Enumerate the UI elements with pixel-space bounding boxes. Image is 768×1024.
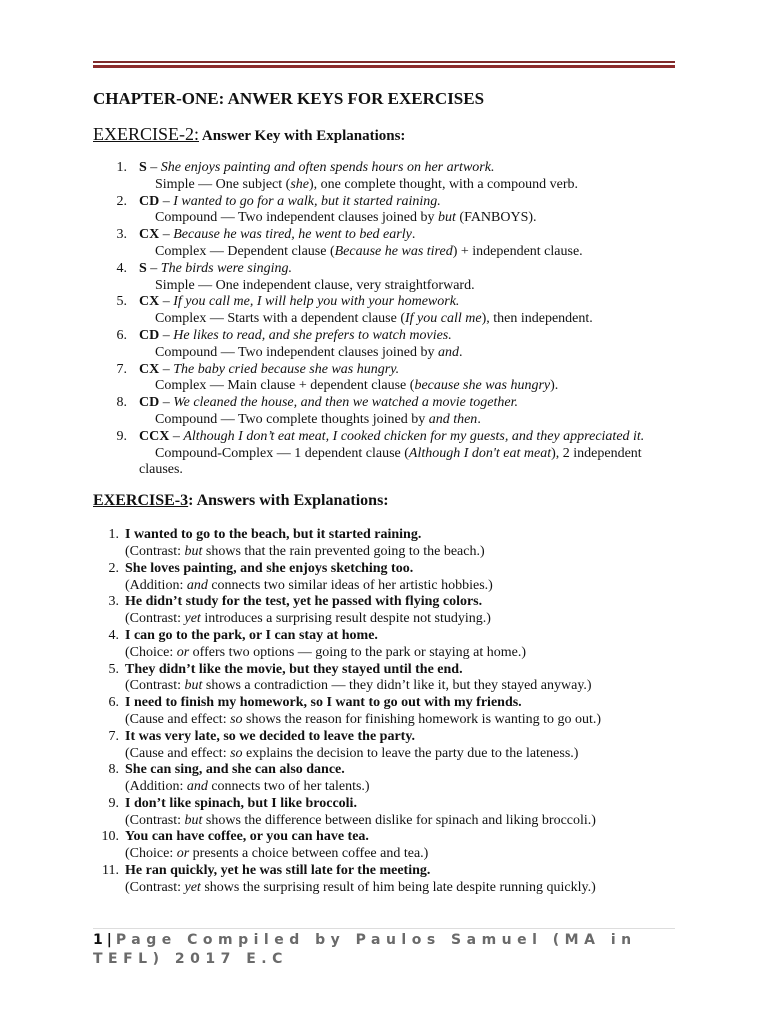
explanation-text: connects two similar ideas of her artistic hobbies.)	[207, 577, 493, 593]
list-item	[93, 261, 683, 295]
item-number: 8.	[108, 762, 119, 778]
list-item	[93, 796, 683, 830]
item-number: 7.	[108, 728, 119, 744]
answer-sentence: You can have coffee, or you can have tea.	[125, 829, 369, 845]
item-number: 1.	[116, 160, 127, 175]
explanation-text: Compound-Complex — 1 dependent clause (	[155, 445, 409, 461]
list-item	[93, 863, 683, 897]
item-number: 6.	[108, 695, 119, 711]
header-rule-thick	[93, 65, 675, 68]
sentence-type-code: CD	[139, 327, 160, 343]
explanation	[139, 177, 683, 194]
chapter-title: CHAPTER-ONE: ANWER KEYS FOR EXERCISES	[93, 89, 485, 108]
explanation	[125, 544, 683, 561]
item-number: 4.	[116, 260, 127, 276]
example-sentence: Because he was tired, he went to bed early	[173, 227, 412, 243]
explanation-text: Complex — Main clause + dependent clause (	[155, 378, 415, 394]
item-number: 10.	[101, 829, 119, 845]
answer-sentence: She loves painting, and she enjoys sketching too.	[125, 560, 414, 576]
list-item	[93, 160, 683, 194]
list-item	[93, 429, 683, 479]
example-sentence: We cleaned the house, and then we watched a movie together.	[173, 395, 518, 411]
dash: –	[159, 361, 174, 377]
exercise-3-title: EXERCISE-3	[93, 492, 189, 510]
list-item	[93, 561, 683, 595]
explanation-emphasis: and	[438, 344, 460, 360]
explanation	[125, 746, 683, 763]
item-number: 5.	[116, 294, 127, 310]
sentence-type-code: S	[139, 260, 147, 276]
explanation-text: (Contrast:	[125, 812, 185, 828]
answer-sentence: I need to finish my homework, so I want to go out with my friends.	[125, 695, 522, 711]
explanation	[139, 278, 683, 295]
example-sentence: She enjoys painting and often spends hours on her artwork.	[160, 160, 495, 175]
explanation-text: (Addition:	[125, 779, 187, 795]
explanation-text: (Contrast:	[125, 678, 185, 694]
explanation	[125, 880, 683, 897]
dash: –	[159, 294, 174, 310]
list-item	[93, 328, 683, 362]
explanation-text: (Addition:	[125, 577, 187, 593]
explanation-text: (Choice:	[125, 846, 177, 862]
list-item	[93, 829, 683, 863]
item-number: 1.	[108, 527, 119, 543]
explanation-emphasis: but	[184, 543, 203, 559]
footer-separator: |	[106, 932, 112, 948]
item-number: 3.	[116, 227, 127, 243]
explanation-text: (Contrast:	[125, 543, 185, 559]
explanation-emphasis: Because he was tired	[334, 243, 453, 259]
explanation	[125, 846, 683, 863]
list-item	[93, 695, 683, 729]
item-number: 5.	[108, 661, 119, 677]
item-number: 2.	[116, 193, 127, 209]
sentence-type-code: CX	[139, 361, 160, 377]
explanation-emphasis: because she was hungry	[414, 378, 551, 394]
item-number: 7.	[116, 361, 127, 377]
sentence-type-code: CCX	[139, 428, 170, 444]
explanation-text: ) + independent clause.	[452, 243, 583, 259]
list-item	[93, 594, 683, 628]
explanation-emphasis: or	[176, 644, 190, 660]
explanation	[125, 813, 683, 830]
sentence-end: .	[411, 227, 416, 243]
explanation-text: Compound — Two complete thoughts joined by	[155, 411, 429, 427]
list-item	[93, 395, 683, 429]
explanation-text: shows a contradiction — they didn’t like it, but they stayed anyway.)	[202, 678, 592, 694]
explanation-text: (FANBOYS).	[455, 210, 537, 226]
item-number: 9.	[116, 428, 127, 444]
explanation-text: introduces a surprising result despite not studying.)	[200, 611, 491, 627]
explanation-text: explains the decision to leave the party due to the lateness.)	[242, 745, 579, 761]
explanation-text: presents a choice between coffee and tea.)	[189, 846, 429, 862]
explanation-text: shows that the rain prevented going to the beach.)	[202, 543, 485, 559]
explanation	[139, 311, 683, 328]
explanation	[125, 678, 683, 695]
list-item	[93, 227, 683, 261]
explanation-text: Simple — One independent clause, very straightforward.	[155, 277, 475, 293]
list-item	[93, 762, 683, 796]
example-sentence: If you call me, I will help you with your homework.	[173, 294, 460, 310]
explanation-text: .	[477, 411, 481, 427]
explanation-text: ), one complete thought, with a compound verb.	[308, 176, 579, 192]
exercise-3-list	[93, 527, 683, 897]
explanation	[139, 210, 683, 227]
explanation-emphasis: or	[176, 846, 190, 862]
explanation-emphasis: so	[230, 711, 243, 727]
explanation-text: ), then independent.	[481, 311, 593, 327]
answer-sentence: They didn’t like the movie, but they stayed until the end.	[125, 661, 463, 677]
item-number: 9.	[108, 795, 119, 811]
page-content	[93, 88, 683, 897]
item-number: 3.	[108, 594, 119, 610]
explanation-text: (Cause and effect:	[125, 745, 231, 761]
explanation-text: shows the reason for finishing homework is wanting to go out.)	[242, 711, 602, 727]
item-number: 11.	[102, 863, 119, 879]
explanation-text: (Cause and effect:	[125, 711, 231, 727]
sentence-type-code: S	[139, 160, 147, 175]
exercise-2-list	[93, 160, 683, 479]
explanation-emphasis: and	[186, 577, 208, 593]
example-sentence: He likes to read, and she prefers to watch movies.	[173, 327, 452, 343]
dash: –	[159, 327, 174, 343]
exercise-2-heading	[93, 122, 683, 148]
sentence-type-code: CX	[139, 294, 160, 310]
exercise-3-heading	[93, 489, 683, 513]
list-item	[93, 628, 683, 662]
explanation	[139, 378, 683, 395]
page-number: 1	[93, 932, 103, 948]
list-item	[93, 729, 683, 763]
example-sentence: The baby cried because she was hungry.	[173, 361, 400, 377]
list-item	[93, 362, 683, 396]
answer-sentence: I can go to the park, or I can stay at home.	[125, 627, 378, 643]
answer-sentence: She can sing, and she can also dance.	[125, 762, 345, 778]
explanation-emphasis: yet	[184, 879, 201, 895]
exercise-2-title: EXERCISE-2:	[93, 124, 199, 144]
list-item	[93, 527, 683, 561]
example-sentence: I wanted to go for a walk, but it started raining.	[173, 193, 441, 209]
explanation	[125, 712, 683, 729]
explanation-text: offers two options — going to the park or staying at home.)	[189, 644, 527, 660]
explanation-text: shows the difference between dislike for spinach and liking broccoli.)	[202, 812, 596, 828]
explanation-emphasis: yet	[184, 611, 201, 627]
explanation	[139, 244, 683, 261]
explanation-emphasis: she	[290, 176, 309, 192]
explanation-text: ), 2 independent clauses.	[139, 445, 642, 478]
explanation	[125, 645, 683, 662]
sentence-type-code: CX	[139, 227, 160, 243]
dash: –	[146, 260, 161, 276]
explanation-emphasis: If you call me	[405, 311, 482, 327]
list-item	[93, 662, 683, 696]
explanation	[125, 779, 683, 796]
answer-sentence: It was very late, so we decided to leave the party.	[125, 728, 416, 744]
explanation-text: connects two of her talents.)	[207, 779, 370, 795]
dash: –	[159, 193, 174, 209]
list-item	[93, 194, 683, 228]
explanation-text: (Choice:	[125, 644, 177, 660]
explanation-emphasis: but	[184, 812, 203, 828]
header-rule-thin	[93, 61, 675, 63]
explanation-emphasis: but	[184, 678, 203, 694]
explanation	[139, 446, 683, 480]
explanation-text: (Contrast:	[125, 879, 185, 895]
page-footer	[93, 928, 675, 969]
explanation-emphasis: and	[186, 779, 208, 795]
explanation-text: (Contrast:	[125, 611, 185, 627]
explanation	[125, 578, 683, 595]
item-number: 6.	[116, 327, 127, 343]
dash: –	[169, 428, 184, 444]
explanation-text: Complex — Starts with a dependent clause (	[155, 311, 405, 327]
item-number: 4.	[108, 627, 119, 643]
explanation-text: Compound — Two independent clauses joined by	[155, 210, 439, 226]
explanation-text: Simple — One subject (	[155, 176, 291, 192]
explanation	[125, 611, 683, 628]
explanation-text: Complex — Dependent clause (	[155, 243, 335, 259]
dash: –	[146, 160, 161, 175]
item-number: 2.	[108, 560, 119, 576]
explanation	[139, 345, 683, 362]
sentence-type-code: CD	[139, 395, 160, 411]
example-sentence: Although I don’t eat meat, I cooked chicken for my guests, and they appreciated it.	[183, 428, 645, 444]
explanation	[139, 412, 683, 429]
answer-sentence: He ran quickly, yet he was still late for the meeting.	[125, 863, 431, 879]
exercise-3-subtitle: : Answers with Explanations:	[188, 492, 389, 510]
explanation-text: shows the surprising result of him being late despite running quickly.)	[200, 879, 596, 895]
explanation-text: ).	[550, 378, 559, 394]
dash: –	[159, 227, 174, 243]
list-item	[93, 294, 683, 328]
explanation-emphasis: Although I don't eat meat	[408, 445, 552, 461]
exercise-2-subtitle: Answer Key with Explanations:	[199, 128, 406, 144]
example-sentence: The birds were singing.	[160, 260, 292, 276]
answer-sentence: I don’t like spinach, but I like broccoli.	[125, 795, 357, 811]
footer-text: Page Compiled by Paulos Samuel (MA in TEFL) 2017 E.C	[93, 932, 637, 967]
explanation-emphasis: but	[438, 210, 456, 226]
dash: –	[159, 395, 174, 411]
explanation-emphasis: so	[230, 745, 243, 761]
sentence-type-code: CD	[139, 193, 160, 209]
explanation-text: Compound — Two independent clauses joined by	[155, 344, 439, 360]
explanation-emphasis: and then	[428, 411, 478, 427]
answer-sentence: I wanted to go to the beach, but it started raining.	[125, 527, 422, 543]
answer-sentence: He didn’t study for the test, yet he passed with flying colors.	[125, 594, 483, 610]
explanation-text: .	[459, 344, 463, 360]
item-number: 8.	[116, 395, 127, 411]
